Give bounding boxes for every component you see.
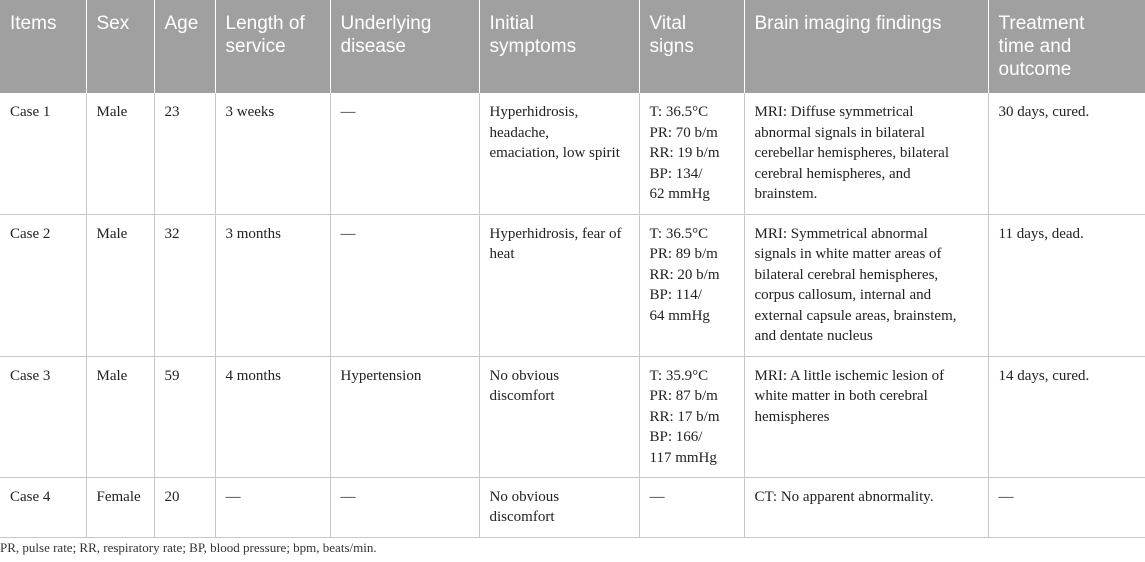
header-line: signs xyxy=(649,36,694,57)
header-sex xyxy=(86,0,154,93)
cell-treatment-outcome xyxy=(988,93,1145,214)
header-treatment-outcome xyxy=(988,0,1145,93)
header-line: Age xyxy=(164,13,199,34)
cell-items xyxy=(0,214,86,356)
header-length-of-service xyxy=(215,0,330,93)
cell-sex xyxy=(86,214,154,356)
cell-line: — xyxy=(998,488,1014,505)
table-row xyxy=(0,356,1145,477)
cell-line: heat xyxy=(489,246,515,262)
cell-age xyxy=(154,214,215,356)
cell-age xyxy=(154,356,215,477)
cell-line: brainstem. xyxy=(754,186,818,202)
cell-line: Case 4 xyxy=(10,488,51,505)
header-line: symptoms xyxy=(489,36,577,57)
cell-brain-imaging xyxy=(744,214,988,356)
cell-line: 3 weeks xyxy=(225,104,275,120)
cell-line: 11 days, dead. xyxy=(998,225,1084,242)
cell-treatment-outcome xyxy=(988,477,1145,537)
cell-line: discomfort xyxy=(489,388,555,404)
cell-line: discomfort xyxy=(489,509,555,525)
header-initial-symptoms xyxy=(479,0,639,93)
cell-line: Male xyxy=(96,104,128,120)
cell-line: PR: 70 b/m xyxy=(649,124,718,141)
header-vital-signs xyxy=(639,0,744,93)
header-line: time and xyxy=(998,36,1072,57)
cell-initial-symptoms xyxy=(479,214,639,356)
cell-line: 4 months xyxy=(225,367,281,384)
cell-sex xyxy=(86,477,154,537)
cell-line: Case 1 xyxy=(10,104,51,120)
cell-line: 64 mmHg xyxy=(649,307,710,324)
cell-underlying-disease xyxy=(330,93,479,214)
cell-line: white matter in both cerebral xyxy=(754,388,928,404)
table-footnote: PR, pulse rate; RR, respiratory rate; BP, blood pressure; bpm, beats/min. xyxy=(0,540,377,555)
cell-line: RR: 20 b/m xyxy=(649,266,720,283)
header-line: Length of xyxy=(225,13,305,34)
cell-length-of-service xyxy=(215,477,330,537)
cell-line: — xyxy=(340,225,356,242)
cell-line: T: 35.9°C xyxy=(649,367,709,384)
cell-line: BP: 114/ xyxy=(649,287,702,303)
header-line: Underlying xyxy=(340,13,432,34)
header-row xyxy=(0,0,1145,93)
cell-line: Male xyxy=(96,367,128,384)
cell-line: MRI: A little ischemic lesion of xyxy=(754,367,945,384)
cell-underlying-disease xyxy=(330,214,479,356)
cell-line: MRI: Diffuse symmetrical xyxy=(754,104,914,120)
cell-items xyxy=(0,93,86,214)
cell-line: Hyperhidrosis, fear of xyxy=(489,225,622,242)
cell-line: RR: 17 b/m xyxy=(649,408,720,425)
cell-line: No obvious xyxy=(489,488,560,505)
cell-line: signals in white matter areas of xyxy=(754,246,942,262)
cell-vital-signs xyxy=(639,477,744,537)
cell-line: 32 xyxy=(164,225,180,242)
cell-age xyxy=(154,477,215,537)
cell-line: cerebral hemispheres, and xyxy=(754,165,911,182)
cell-initial-symptoms xyxy=(479,477,639,537)
cell-line: BP: 166/ xyxy=(649,429,703,445)
cell-line: headache, xyxy=(489,124,550,141)
cell-line: Case 2 xyxy=(10,225,51,242)
cell-line: 23 xyxy=(164,104,180,120)
cell-items xyxy=(0,356,86,477)
header-age xyxy=(154,0,215,93)
cell-line: No obvious xyxy=(489,367,560,384)
cell-initial-symptoms xyxy=(479,356,639,477)
cell-line: 3 months xyxy=(225,225,281,242)
header-brain-imaging-findings xyxy=(744,0,988,93)
cell-line: abnormal signals in bilateral xyxy=(754,124,925,141)
cell-sex xyxy=(86,93,154,214)
cell-sex xyxy=(86,356,154,477)
cell-treatment-outcome xyxy=(988,214,1145,356)
header-line: Items xyxy=(10,13,57,34)
cell-line: — xyxy=(225,488,241,505)
cell-underlying-disease xyxy=(330,356,479,477)
header-line: Sex xyxy=(96,13,130,34)
cell-initial-symptoms xyxy=(479,93,639,214)
cell-line: 62 mmHg xyxy=(649,186,710,202)
cell-underlying-disease xyxy=(330,477,479,537)
cell-line: T: 36.5°C xyxy=(649,225,709,242)
cell-line: Hypertension xyxy=(340,367,422,384)
cell-line: 59 xyxy=(164,367,180,384)
cell-items xyxy=(0,477,86,537)
cell-line: 117 mmHg xyxy=(649,449,717,466)
header-items xyxy=(0,0,86,93)
cell-line: — xyxy=(649,488,665,505)
cell-line: PR: 87 b/m xyxy=(649,388,718,404)
cell-line: PR: 89 b/m xyxy=(649,246,718,262)
header-line: disease xyxy=(340,36,406,57)
cell-length-of-service xyxy=(215,214,330,356)
cell-line: T: 36.5°C xyxy=(649,104,709,120)
cell-brain-imaging xyxy=(744,93,988,214)
cell-line: — xyxy=(340,104,356,120)
cell-line: external capsule areas, brainstem, xyxy=(754,307,957,324)
cell-line: Hyperhidrosis, xyxy=(489,104,579,120)
header-line: outcome xyxy=(998,59,1072,80)
table-row xyxy=(0,477,1145,537)
cell-line: 14 days, cured. xyxy=(998,367,1090,384)
cell-line: BP: 134/ xyxy=(649,165,703,182)
cell-line: corpus callosum, internal and xyxy=(754,287,932,303)
cell-age xyxy=(154,93,215,214)
table-row xyxy=(0,214,1145,356)
cell-length-of-service xyxy=(215,356,330,477)
cell-line: CT: No apparent abnormality. xyxy=(754,488,934,505)
header-line: Vital xyxy=(649,13,687,34)
cell-line: — xyxy=(340,488,356,505)
cell-line: Female xyxy=(96,488,141,505)
cell-brain-imaging xyxy=(744,477,988,537)
cell-vital-signs xyxy=(639,214,744,356)
header-line: service xyxy=(225,36,286,57)
header-line: Initial xyxy=(489,13,534,34)
header-underlying-disease xyxy=(330,0,479,93)
cell-line: Case 3 xyxy=(10,367,51,384)
cell-brain-imaging xyxy=(744,356,988,477)
cell-treatment-outcome xyxy=(988,356,1145,477)
cell-line: and dentate nucleus xyxy=(754,328,873,344)
cell-line: Male xyxy=(96,225,128,242)
header-line: Treatment xyxy=(998,13,1085,34)
cell-line: 30 days, cured. xyxy=(998,104,1090,120)
cell-line: bilateral cerebral hemispheres, xyxy=(754,266,939,283)
cell-vital-signs xyxy=(639,93,744,214)
cell-line: emaciation, low spirit xyxy=(489,145,620,161)
cell-vital-signs xyxy=(639,356,744,477)
cell-line: hemispheres xyxy=(754,408,830,425)
header-line: Brain imaging findings xyxy=(754,13,942,34)
cell-length-of-service xyxy=(215,93,330,214)
cell-line: MRI: Symmetrical abnormal xyxy=(754,225,928,242)
table-row xyxy=(0,93,1145,214)
cell-line: 20 xyxy=(164,488,180,505)
cell-line: cerebellar hemispheres, bilateral xyxy=(754,145,949,161)
cell-line: RR: 19 b/m xyxy=(649,145,720,161)
